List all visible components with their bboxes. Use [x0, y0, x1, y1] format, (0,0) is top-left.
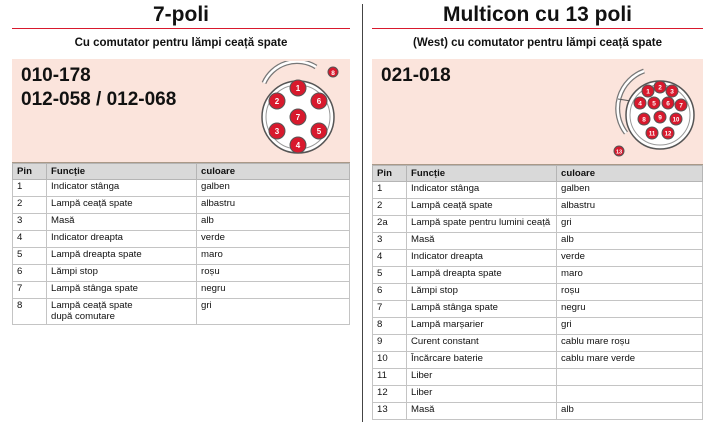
svg-text:1: 1 — [295, 84, 301, 93]
color-cell: galben — [197, 180, 350, 197]
color-cell: galben — [557, 182, 703, 199]
svg-text:4: 4 — [295, 141, 301, 150]
color-cell: maro — [557, 267, 703, 284]
pin-8 — [328, 67, 338, 77]
section-title: 7-poli — [153, 3, 209, 26]
pin-cell: 4 — [13, 231, 47, 248]
function-cell: Lampă ceață spate — [47, 197, 197, 214]
table-row — [13, 282, 350, 299]
pin-6 — [311, 93, 327, 109]
color-cell: negru — [197, 282, 350, 299]
svg-text:3: 3 — [274, 127, 280, 136]
table-row — [373, 284, 703, 301]
table-row — [373, 335, 703, 352]
color-cell: cablu mare roșu — [557, 335, 703, 352]
pin-5 — [648, 97, 660, 109]
pin-1 — [642, 85, 654, 97]
svg-text:1: 1 — [646, 88, 650, 96]
connector-13-pole-icon — [604, 63, 700, 159]
table-row — [13, 299, 350, 325]
table-row — [13, 265, 350, 282]
product-code-box — [12, 59, 350, 163]
function-cell: Lampă dreapta spate — [407, 267, 557, 284]
pin-cell: 12 — [373, 386, 407, 403]
svg-text:2: 2 — [274, 97, 280, 106]
panel-divider — [362, 4, 363, 422]
table-row — [373, 369, 703, 386]
pin-cell: 13 — [373, 403, 407, 420]
table-row — [13, 248, 350, 265]
pin-cell: 7 — [373, 301, 407, 318]
svg-text:8: 8 — [642, 116, 646, 124]
function-cell: Lampă ceață spate după comutare — [47, 299, 197, 325]
table-header-row — [13, 164, 350, 180]
function-cell: Masă — [407, 403, 557, 420]
svg-text:13: 13 — [615, 149, 623, 156]
product-codes — [381, 64, 451, 88]
table-row — [373, 267, 703, 284]
svg-text:8: 8 — [331, 70, 335, 77]
color-cell: maro — [197, 248, 350, 265]
color-cell: roșu — [557, 284, 703, 301]
function-cell: Indicator dreapta — [407, 250, 557, 267]
table-row — [373, 216, 703, 233]
table-row — [13, 180, 350, 197]
color-cell: gri — [557, 318, 703, 335]
color-cell: cablu mare verde — [557, 352, 703, 369]
panel-13-pole — [372, 0, 703, 420]
table-header-row — [373, 166, 703, 182]
svg-text:4: 4 — [638, 100, 642, 108]
pin-cell: 1 — [13, 180, 47, 197]
svg-text:6: 6 — [666, 100, 670, 108]
pin-table — [12, 163, 350, 325]
pin-2 — [654, 81, 666, 93]
product-codes — [21, 64, 176, 112]
pin-cell: 7 — [13, 282, 47, 299]
table-row — [373, 233, 703, 250]
header-pin: Pin — [373, 166, 407, 182]
function-cell: Lampă spate pentru lumini ceață — [407, 216, 557, 233]
table-row — [373, 301, 703, 318]
product-code: 021-018 — [381, 65, 451, 86]
product-code-box — [372, 59, 703, 165]
pin-cell: 2 — [373, 199, 407, 216]
table-row — [373, 199, 703, 216]
connector-7-pole-icon — [250, 61, 340, 157]
table-row — [13, 197, 350, 214]
pin-2 — [269, 93, 285, 109]
function-cell: Lampă marșarier — [407, 318, 557, 335]
function-cell: Lămpi stop — [47, 265, 197, 282]
product-code: 010-178 — [21, 65, 91, 86]
pin-13 — [614, 146, 624, 156]
pin-cell: 6 — [373, 284, 407, 301]
header-color: culoare — [557, 166, 703, 182]
pin-1 — [290, 80, 306, 96]
color-cell: alb — [197, 214, 350, 231]
color-cell: albastru — [197, 197, 350, 214]
svg-text:3: 3 — [670, 88, 674, 96]
pin-12 — [662, 127, 674, 139]
header-color: culoare — [197, 164, 350, 180]
function-cell: Lampă ceață spate — [407, 199, 557, 216]
table-row — [13, 231, 350, 248]
pin-cell: 8 — [373, 318, 407, 335]
svg-text:5: 5 — [316, 127, 322, 136]
function-cell: Indicator stânga — [407, 182, 557, 199]
table-row — [373, 318, 703, 335]
function-cell: Lămpi stop — [407, 284, 557, 301]
color-cell: gri — [557, 216, 703, 233]
table-row — [373, 250, 703, 267]
pin-3 — [666, 85, 678, 97]
svg-text:11: 11 — [648, 131, 656, 138]
function-cell: Liber — [407, 386, 557, 403]
pin-10 — [670, 113, 682, 125]
function-cell: Masă — [407, 233, 557, 250]
pin-cell: 2 — [13, 197, 47, 214]
svg-text:12: 12 — [664, 131, 672, 138]
section-subtitle: Cu comutator pentru lămpi ceață spate — [74, 37, 288, 49]
pin-cell: 11 — [373, 369, 407, 386]
pin-5 — [311, 123, 327, 139]
color-cell: verde — [197, 231, 350, 248]
table-row — [373, 386, 703, 403]
pin-cell: 10 — [373, 352, 407, 369]
svg-text:2: 2 — [658, 84, 662, 92]
function-cell: Indicator dreapta — [47, 231, 197, 248]
header-function: Funcție — [47, 164, 197, 180]
pin-cell: 6 — [13, 265, 47, 282]
color-cell: alb — [557, 403, 703, 420]
color-cell: alb — [557, 233, 703, 250]
color-cell — [557, 369, 703, 386]
pin-cell: 8 — [13, 299, 47, 325]
table-row — [373, 352, 703, 369]
header-function: Funcție — [407, 166, 557, 182]
table-row — [13, 214, 350, 231]
pin-7 — [675, 99, 687, 111]
section-title: Multicon cu 13 poli — [442, 3, 632, 26]
function-cell: Masă — [47, 214, 197, 231]
panel-7-pole — [12, 0, 350, 325]
pin-7 — [290, 109, 306, 125]
color-cell: negru — [557, 301, 703, 318]
pin-3 — [269, 123, 285, 139]
pin-cell: 4 — [373, 250, 407, 267]
product-code: 012-058 / 012-068 — [21, 89, 177, 110]
pin-table — [372, 165, 703, 420]
pin-11 — [646, 127, 658, 139]
pin-cell: 5 — [373, 267, 407, 284]
table-row — [373, 403, 703, 420]
svg-text:6: 6 — [316, 97, 322, 106]
color-cell — [557, 386, 703, 403]
function-cell: Lampă stânga spate — [47, 282, 197, 299]
pin-6 — [662, 97, 674, 109]
function-cell: Liber — [407, 369, 557, 386]
pin-4 — [290, 137, 306, 153]
color-cell: verde — [557, 250, 703, 267]
pin-cell: 3 — [373, 233, 407, 250]
function-cell: Lampă stânga spate — [407, 301, 557, 318]
table-row — [373, 182, 703, 199]
section-subtitle: (West) cu comutator pentru lămpi ceață spate — [412, 37, 662, 49]
pin-8 — [638, 113, 650, 125]
svg-text:7: 7 — [679, 102, 683, 110]
pin-cell: 9 — [373, 335, 407, 352]
pin-cell: 3 — [13, 214, 47, 231]
svg-text:7: 7 — [295, 113, 301, 122]
function-cell: Încărcare baterie — [407, 352, 557, 369]
pin-4 — [634, 97, 646, 109]
function-cell: Indicator stânga — [47, 180, 197, 197]
pin-cell: 5 — [13, 248, 47, 265]
function-cell: Lampă dreapta spate — [47, 248, 197, 265]
header-pin: Pin — [13, 164, 47, 180]
pin-9 — [654, 111, 666, 123]
color-cell: roșu — [197, 265, 350, 282]
pin-cell: 2a — [373, 216, 407, 233]
color-cell: gri — [197, 299, 350, 325]
color-cell: albastru — [557, 199, 703, 216]
function-cell: Curent constant — [407, 335, 557, 352]
svg-text:5: 5 — [652, 100, 656, 108]
svg-text:9: 9 — [658, 114, 662, 122]
pin-cell: 1 — [373, 182, 407, 199]
svg-text:10: 10 — [672, 117, 680, 124]
